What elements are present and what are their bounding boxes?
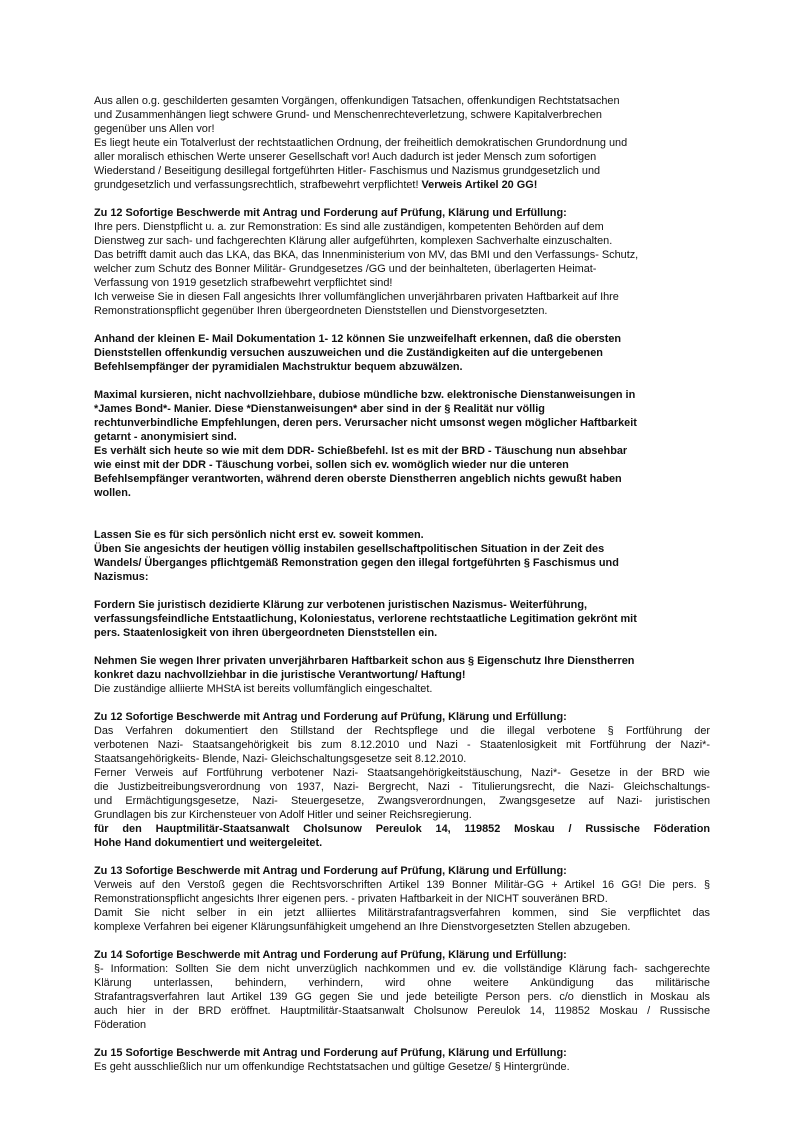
text-line: auch hier in der BRD eröffnet. Hauptmilitär-Staatsanwalt Cholsunow Pereulok 14, 119852 Moskau / Russische — [94, 1005, 710, 1017]
section-13 — [94, 864, 710, 934]
text-line: Es verhält sich heute so wie mit dem DDR- Schießbefehl. Ist es mit der BRD - Täuschung nun absehbar — [94, 445, 628, 457]
section-15 — [94, 1046, 710, 1074]
text-line: die Justizbeitreibungsverordnung von 1937, Nazi- Bergrecht, Nazi - Titulierungsrecht, die Nazi- Gleichschaltungs- — [94, 781, 710, 793]
intro-paragraph — [94, 94, 710, 192]
text-line: Grundlagen bis zur Kirchensteuer von Adolf Hitler und seiner Reichsregierung. — [94, 809, 472, 821]
text-line: Befehlsempfänger der pyramidialen Machstruktur bequem abzuwälzen. — [94, 361, 463, 373]
section-heading: Zu 13 Sofortige Beschwerde mit Antrag und Forderung auf Prüfung, Klärung und Erfüllung: — [94, 865, 567, 877]
text-line: und Zusammenhängen liegt schwere Grund- und Menschenrechteverletzung, schwere Kapitalverbrechen — [94, 109, 602, 121]
text-line: Anhand der kleinen E- Mail Dokumentation 1- 12 können Sie unzweifelhaft erkennen, daß die obersten — [94, 333, 622, 345]
text-line: verbotenen Nazi- Staatsangehörigkeit bis zum 8.12.2010 und Nazi - Staatenlosigkeit mit Fortführung der Nazi*- — [94, 739, 710, 751]
text-line: wie einst mit der DDR - Täuschung vorbei, sollen sich ev. womöglich wieder nur die unteren — [94, 459, 569, 471]
section-heading: Zu 15 Sofortige Beschwerde mit Antrag und Forderung auf Prüfung, Klärung und Erfüllung: — [94, 1047, 567, 1059]
email-documentation-paragraph — [94, 332, 710, 374]
text-line: *James Bond*- Manier. Diese *Dienstanweisungen* aber sind in der § Realität nur völlig — [94, 403, 545, 415]
spacer — [94, 514, 710, 528]
text-line: für den Hauptmilitär-Staatsanwalt Cholsunow Pereulok 14, 119852 Moskau / Russische Föderation — [94, 823, 710, 835]
text-line: Üben Sie angesichts der heutigen völlig instabilen gesellschaftpolitischen Situation in der Zeit des — [94, 543, 605, 555]
text-line: Dienststellen offenkundig versuchen auszuweichen und die Zuständigkeiten auf die untergebenen — [94, 347, 603, 359]
section-heading: Zu 12 Sofortige Beschwerde mit Antrag und Forderung auf Prüfung, Klärung und Erfüllung: — [94, 711, 567, 723]
text-line: Ferner Verweis auf Fortführung verbotener Nazi- Staatsangehörigkeitstäuschung, Nazi*- Gesetze in der BRD wie — [94, 767, 710, 779]
text-line: Befehlsempfänger verantworten, während deren oberste Dienstherren angeblich nichts gewußt haben — [94, 473, 622, 485]
text-line: Verweis auf den Verstoß gegen die Rechtsvorschriften Artikel 139 Bonner Militär-GG + Artikel 16 GG! Die pers. § — [94, 879, 710, 891]
text-line: verfassungsfeindliche Entstaatlichung, Koloniestatus, verlorene rechtstaatliche Legitimation gekrönt mit — [94, 613, 637, 625]
article-20-reference: Verweis Artikel 20 GG! — [421, 179, 538, 191]
text-line: Nehmen Sie wegen Ihrer privaten unverjährbaren Haftbarkeit schon aus § Eigenschutz Ihre Dienstherren — [94, 655, 635, 667]
text-line: Damit Sie nicht selber in ein jetzt alliiertes Militärstrafantragsverfahren kommen, sind Sie verpflichtet das — [94, 907, 710, 919]
text-line: und Ermächtigungsgesetze, Nazi- Steuergesetze, Zwangsverordnungen, Zwangsgesetze auf Nazi- juristischen — [94, 795, 710, 807]
section-heading: Zu 12 Sofortige Beschwerde mit Antrag und Forderung auf Prüfung, Klärung und Erfüllung: — [94, 207, 567, 219]
text-line: gegenüber uns Allen vor! — [94, 123, 215, 135]
section-heading: Zu 14 Sofortige Beschwerde mit Antrag und Forderung auf Prüfung, Klärung und Erfüllung: — [94, 949, 567, 961]
text-line: Dienstweg zur sach- und fachgerechten Klärung aller aufgeführten, komplexen Sachverhalte einzuschalten. — [94, 235, 613, 247]
text-line: Remonstrationspflicht angesichts Ihrer eigenen pers. - privaten Haftbarkeit in der NICHT souveränen BRD. — [94, 893, 608, 905]
text-line: konkret dazu nachvollziehbar in die juristische Verantwortung/ Haftung! — [94, 669, 466, 681]
text-line: Ihre pers. Dienstpflicht u. a. zur Remonstration: Es sind alle zuständigen, kompetenten Behörden auf dem — [94, 221, 604, 233]
text-line — [94, 178, 710, 192]
text-line: Nazismus: — [94, 571, 149, 583]
text-line: Die zuständige alliierte MHStA ist bereits vollumfänglich eingeschaltet. — [94, 683, 433, 695]
text-line: Wandels/ Überganges pflichtgemäß Remonstration gegen den illegal fortgeführten § Faschismus und — [94, 557, 619, 569]
text-line: pers. Staatenlosigkeit von ihren übergeordneten Dienststellen ein. — [94, 627, 438, 639]
fordern-paragraph — [94, 598, 710, 640]
nehmen-paragraph — [94, 654, 710, 696]
text-line: Remonstrationspflicht gegenüber Ihren übergeordneten Dienststellen und Dienstvorgesetzten. — [94, 305, 548, 317]
text-line: rechtunverbindliche Empfehlungen, deren pers. Verursacher nicht umsonst wegen möglicher Haftbarkeit — [94, 417, 637, 429]
text-line: Klärung unterlassen, behindern, verhindern, wird ohne weitere Ankündigung das militärische — [94, 977, 710, 989]
text-line: Wiederstand / Beseitigung desillegal fortgeführten Hitler- Faschismus und Nazismus grundgesetzlich und — [94, 165, 601, 177]
text-line: aller moralisch ethischen Werte unserer Gesellschaft vor! Auch dadurch ist jeder Mensch zum sofortigen — [94, 151, 597, 163]
document-page — [94, 94, 710, 1074]
text-line: getarnt - anonymisiert sind. — [94, 431, 237, 443]
text-line: Es geht ausschließlich nur um offenkundige Rechtstatsachen und gültige Gesetze/ § Hintergründe. — [94, 1061, 570, 1073]
text-run: grundgesetzlich und verfassungsrechtlich, strafbewehrt verpflichtet! — [94, 179, 422, 191]
text-line: Strafantragsverfahren laut Artikel 139 GG gegen Sie und jede beteiligte Person pers. c/o dienstlich in Moskau als — [94, 991, 710, 1003]
text-line: Das Verfahren dokumentiert den Stillstand der Rechtspflege und die illegal verbotene § Fortführung der — [94, 725, 710, 737]
text-line: Lassen Sie es für sich persönlich nicht erst ev. soweit kommen. — [94, 529, 424, 541]
text-line: welcher zum Schutz des Bonner Militär- Grundgesetzes /GG und der beinhalteten, überlagerten Heimat- — [94, 263, 597, 275]
text-line: Aus allen o.g. geschilderten gesamten Vorgängen, offenkundigen Tatsachen, offenkundigen Rechtstatsachen — [94, 95, 620, 107]
text-line: Es liegt heute ein Totalverlust der rechtstaatlichen Ordnung, der freiheitlich demokratischen Grundordnung und — [94, 137, 628, 149]
text-line: komplexe Verfahren bei eigener Klärungsunfähigkeit umgehend an Ihre Dienstvorgesetzten Stellen abzugeben. — [94, 921, 631, 933]
section-12a — [94, 206, 710, 318]
text-line: Das betrifft damit auch das LKA, das BKA, das Innenministerium von MV, das BMI und den Verfassungs- Schutz, — [94, 249, 639, 261]
text-line: Maximal kursieren, nicht nachvollziehbare, dubiose mündliche bzw. elektronische Dienstanweisungen in — [94, 389, 636, 401]
text-line: wollen. — [94, 487, 131, 499]
section-12b — [94, 710, 710, 850]
text-line: Ich verweise Sie in diesen Fall angesichts Ihrer vollumfänglichen unverjährbaren privaten Haftbarkeit auf Ihre — [94, 291, 619, 303]
text-line: Föderation — [94, 1019, 147, 1031]
lassen-paragraph — [94, 528, 710, 584]
text-line: Staatsangehörigkeits- Blende, Nazi- Gleichschaltungsgesetze seit 8.12.2010. — [94, 753, 467, 765]
section-14 — [94, 948, 710, 1032]
text-line: Fordern Sie juristisch dezidierte Klärung zur verbotenen juristischen Nazismus- Weiterführung, — [94, 599, 587, 611]
text-line: Verfassung von 1919 gesetzlich strafbewehrt verpflichtet sind! — [94, 277, 393, 289]
text-line: Hohe Hand dokumentiert und weitergeleitet. — [94, 837, 323, 849]
maximal-paragraph — [94, 388, 710, 500]
text-line: §- Information: Sollten Sie dem nicht unverzüglich nachkommen und ev. die vollständige Klärung fach- sachgerechte — [94, 963, 710, 975]
